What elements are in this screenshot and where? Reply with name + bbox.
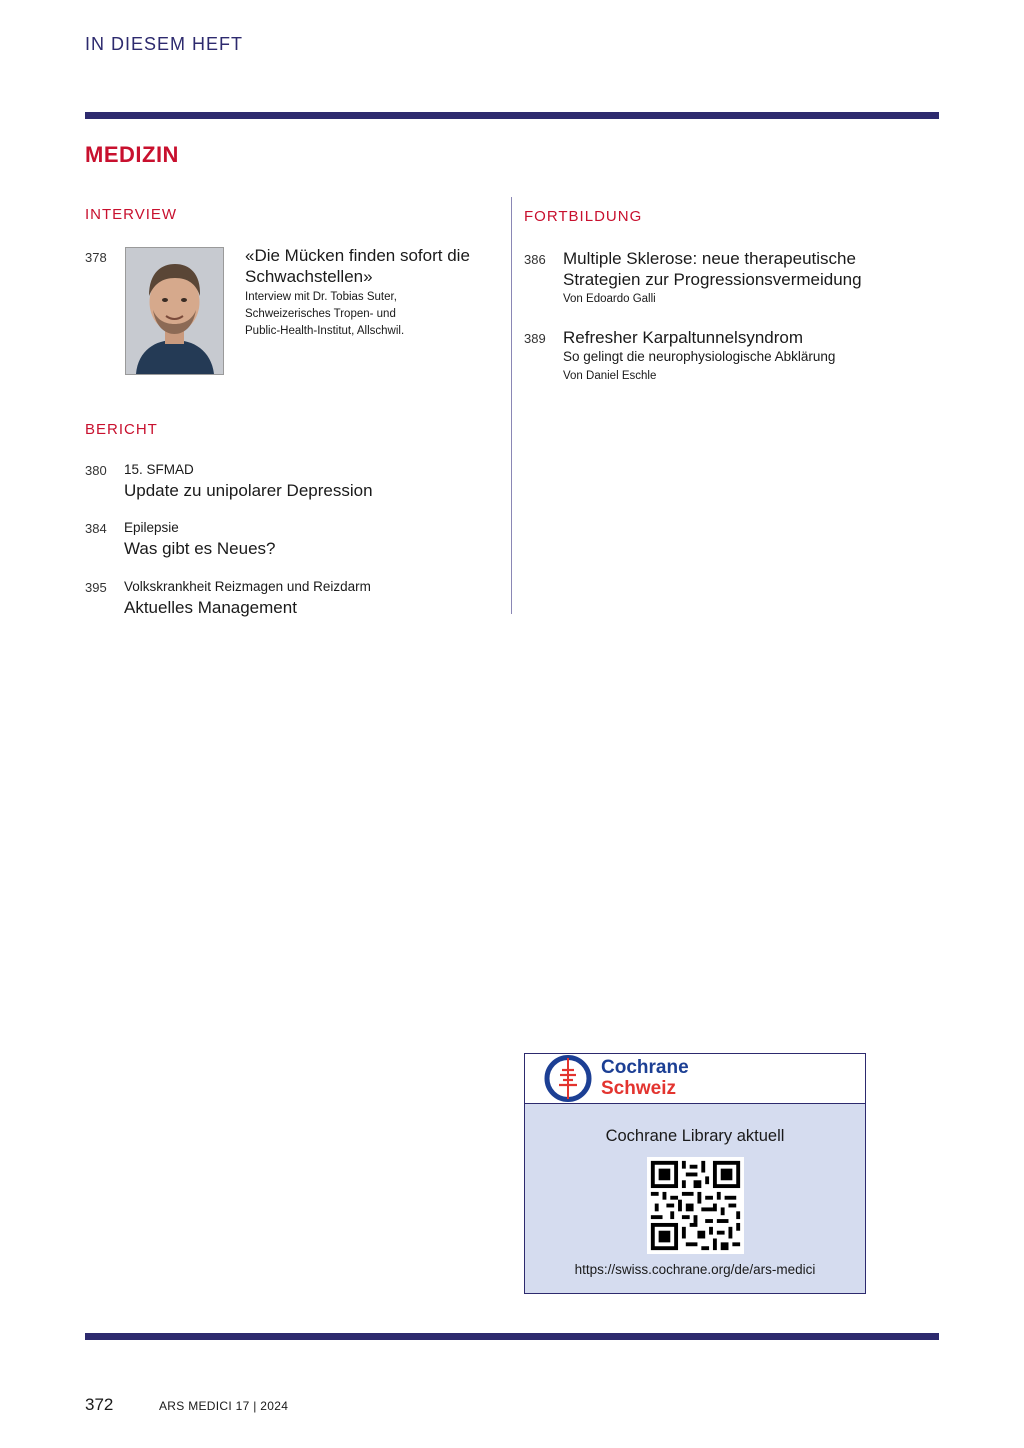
column-divider (511, 197, 512, 614)
article-title: Aktuelles Management (124, 598, 297, 617)
footer-page-number: 372 (85, 1395, 114, 1414)
interview-desc-line3: Public-Health-Institut, Allschwil. (245, 325, 405, 337)
portrait-photo (125, 247, 224, 375)
interview-title-line2: Schwachstellen» (245, 267, 373, 286)
article-author: Von Edoardo Galli (563, 293, 656, 305)
cochrane-logo-text-1: Cochrane (601, 1057, 689, 1078)
qr-code-icon[interactable] (647, 1157, 744, 1254)
article-subtitle: So gelingt die neurophysiologische Abklärung (563, 349, 836, 364)
article-title: Refresher Karpaltunnelsyndrom (563, 328, 804, 347)
top-rule (85, 112, 939, 119)
cochrane-box (524, 1053, 866, 1294)
page-number: 395 (85, 580, 107, 595)
article-kicker: 15. SFMAD (124, 462, 194, 477)
cochrane-logo-icon (543, 1054, 595, 1103)
article-author: Von Daniel Eschle (563, 370, 657, 382)
category-bericht: BERICHT (85, 421, 158, 438)
interview-title-line1: «Die Mücken finden sofort die (245, 246, 470, 265)
footer-magazine: ARS MEDICI 17 | 2024 (159, 1399, 289, 1413)
page-number: 378 (85, 250, 107, 265)
article-kicker: Volkskrankheit Reizmagen und Reizdarm (124, 579, 371, 594)
article-title-line2: Strategien zur Progressionsvermeidung (563, 270, 862, 289)
category-interview: INTERVIEW (85, 206, 178, 223)
cochrane-heading: Cochrane Library aktuell (605, 1127, 785, 1145)
bottom-rule (85, 1333, 939, 1340)
section-title: MEDIZIN (85, 142, 179, 167)
page-number: 380 (85, 463, 107, 478)
article-kicker: Epilepsie (124, 520, 179, 535)
cochrane-logo-text-2: Schweiz (601, 1078, 676, 1099)
cochrane-logo-bar (525, 1054, 865, 1104)
page-number: 386 (524, 252, 546, 267)
interview-desc-line1: Interview mit Dr. Tobias Suter, (245, 291, 397, 303)
article-title: Update zu unipolarer Depression (124, 481, 373, 500)
article-title: Was gibt es Neues? (124, 539, 276, 558)
article-title-line1: Multiple Sklerose: neue therapeutische (563, 249, 856, 268)
page-number: 384 (85, 521, 107, 536)
interview-desc-line2: Schweizerisches Tropen- und (245, 308, 396, 320)
category-fortbildung: FORTBILDUNG (524, 208, 643, 225)
header-label: IN DIESEM HEFT (85, 34, 244, 54)
cochrane-url[interactable]: https://swiss.cochrane.org/de/ars-medici (574, 1262, 816, 1277)
page-number: 389 (524, 331, 546, 346)
